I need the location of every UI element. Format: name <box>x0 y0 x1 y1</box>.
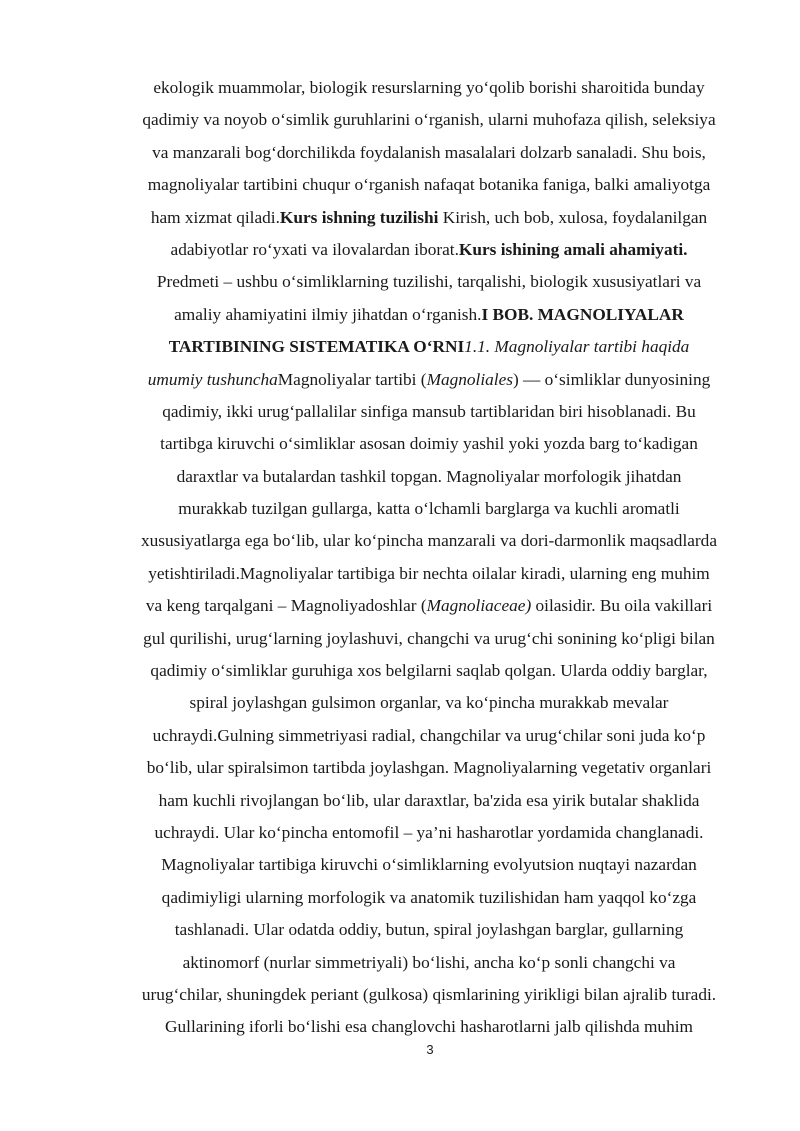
text-run: va keng tarqalgani – Magnoliyadoshlar ( <box>145 596 427 616</box>
text-line <box>108 493 750 525</box>
text-run: xususiyatlarga ega bo‘lib, ular ko‘pincha manzarali va dori-darmonlik maqsadlarda <box>140 531 717 551</box>
text-run: ) — o‘simliklar dunyosining <box>512 369 711 389</box>
text-run: qadimiy va noyob o‘simlik guruhlarini o‘rganish, ularni muhofaza qilish, seleksiya <box>142 110 716 130</box>
text-line <box>108 299 750 331</box>
text-run: ham kuchli rivojlangan bo‘lib, ular daraxtlar, ba'zida esa yirik butalar shaklida <box>158 790 700 810</box>
text-run: aktinomorf (nurlar simmetriyali) bo‘lishi, ancha ko‘p sonli changchi va <box>182 952 676 972</box>
text-line <box>108 590 750 622</box>
text-line <box>108 202 750 234</box>
text-line <box>108 752 750 784</box>
text-run: qadimiy o‘simliklar guruhiga xos belgilarni saqlab qolgan. Ularda oddiy barglar, <box>150 661 708 681</box>
text-run: amaliy ahamiyatini ilmiy jihatdan o‘rganish. <box>174 304 482 324</box>
bold-text: I BOB. MAGNOLIYALAR <box>481 304 684 324</box>
text-run: Kirish, uch bob, xulosa, foydalanilgan <box>438 207 708 227</box>
bold-text: Kurs ishining amali ahamiyati. <box>458 239 688 259</box>
text-run: va manzarali bog‘dorchilikda foydalanish masalalari dolzarb sanaladi. Shu bois, <box>152 142 706 162</box>
italic-text: Magnoliaceae) <box>426 596 532 616</box>
text-run: ham xizmat qiladi. <box>150 207 280 227</box>
text-line <box>108 396 750 428</box>
text-line <box>108 914 750 946</box>
text-run: adabiyotlar ro‘yxati va ilovalardan iborat. <box>170 239 459 259</box>
text-line <box>108 623 750 655</box>
text-line <box>108 72 750 104</box>
text-line <box>108 849 750 881</box>
text-line <box>108 169 750 201</box>
text-run: daraxtlar va butalardan tashkil topgan. Magnoliyalar morfologik jihatdan <box>176 466 682 486</box>
text-run: Magnoliyalar tartibi ( <box>277 369 427 389</box>
bold-text: TARTIBINING SISTEMATIKA O‘RNI <box>168 337 465 357</box>
text-line <box>108 428 750 460</box>
text-line <box>108 525 750 557</box>
page-number: 3 <box>426 1042 434 1057</box>
text-run: bo‘lib, ular spiralsimon tartibda joylashgan. Magnoliyalarning vegetativ organlari <box>146 758 712 778</box>
text-line <box>108 104 750 136</box>
text-line <box>108 364 750 396</box>
body-text <box>108 72 750 1044</box>
text-run: ekologik muammolar, biologik resurslarning yo‘qolib borishi sharoitida bunday <box>153 78 705 97</box>
text-line <box>108 1011 750 1043</box>
text-run: oilasidir. Bu oila vakillari <box>531 596 713 616</box>
text-run: uchraydi. Ular ko‘pincha entomofil – ya’ni hasharotlar yordamida changlanadi. <box>154 822 704 842</box>
bold-text: Kurs ishning tuzilishi <box>279 207 439 227</box>
text-run: Gullarining iforli bo‘lishi esa changlovchi hasharotlarni jalb qilishda muhim <box>165 1017 693 1037</box>
text-run: gul qurilishi, urug‘larning joylashuvi, changchi va urug‘chi sonining ko‘pligi bilan <box>143 628 715 648</box>
text-run: tartibga kiruvchi o‘simliklar asosan doimiy yashil yoki yozda barg to‘kadigan <box>160 434 698 454</box>
text-run: Predmeti – ushbu o‘simliklarning tuzilishi, tarqalishi, biologik xususiyatlari va <box>156 272 702 292</box>
text-line <box>108 137 750 169</box>
text-line <box>108 331 750 363</box>
text-run: spiral joylashgan gulsimon organlar, va ko‘pincha murakkab mevalar <box>189 693 669 713</box>
text-run: yetishtiriladi.Magnoliyalar tartibiga bir nechta oilalar kiradi, ularning eng muhim <box>148 563 710 583</box>
text-run: tashlanadi. Ular odatda oddiy, butun, spiral joylashgan barglar, gullarning <box>174 920 684 940</box>
text-run: urug‘chilar, shuningdek periant (gulkosa) qismlarining yirikligi bilan ajralib turadi. <box>141 984 717 1004</box>
text-line <box>108 720 750 752</box>
text-run: qadimiyligi ularning morfologik va anatomik tuzilishidan ham yaqqol ko‘zga <box>161 887 697 907</box>
text-line <box>108 266 750 298</box>
text-line <box>108 817 750 849</box>
text-line <box>108 655 750 687</box>
text-line <box>108 947 750 979</box>
text-run: uchraydi.Gulning simmetriyasi radial, changchilar va urug‘chilar soni juda ko‘p <box>152 725 706 745</box>
text-line <box>108 979 750 1011</box>
text-line <box>108 234 750 266</box>
text-run: qadimiy, ikki urug‘pallalilar sinfiga mansub tartiblaridan biri hisoblanadi. Bu <box>162 401 696 421</box>
text-line <box>108 461 750 493</box>
italic-text: Magnoliales <box>426 369 513 389</box>
italic-text: umumiy tushuncha <box>147 369 278 389</box>
italic-text: 1.1. Magnoliyalar tartibi haqida <box>464 337 690 357</box>
text-line <box>108 558 750 590</box>
text-run: Magnoliyalar tartibiga kiruvchi o‘simliklarning evolyutsion nuqtayi nazardan <box>161 855 697 875</box>
text-line <box>108 785 750 817</box>
text-line <box>108 882 750 914</box>
text-run: magnoliyalar tartibini chuqur o‘rganish nafaqat botanika faniga, balki amaliyotga <box>147 175 711 195</box>
text-line <box>108 687 750 719</box>
text-run: murakkab tuzilgan gullarga, katta o‘lchamli barglarga va kuchli aromatli <box>178 499 680 519</box>
